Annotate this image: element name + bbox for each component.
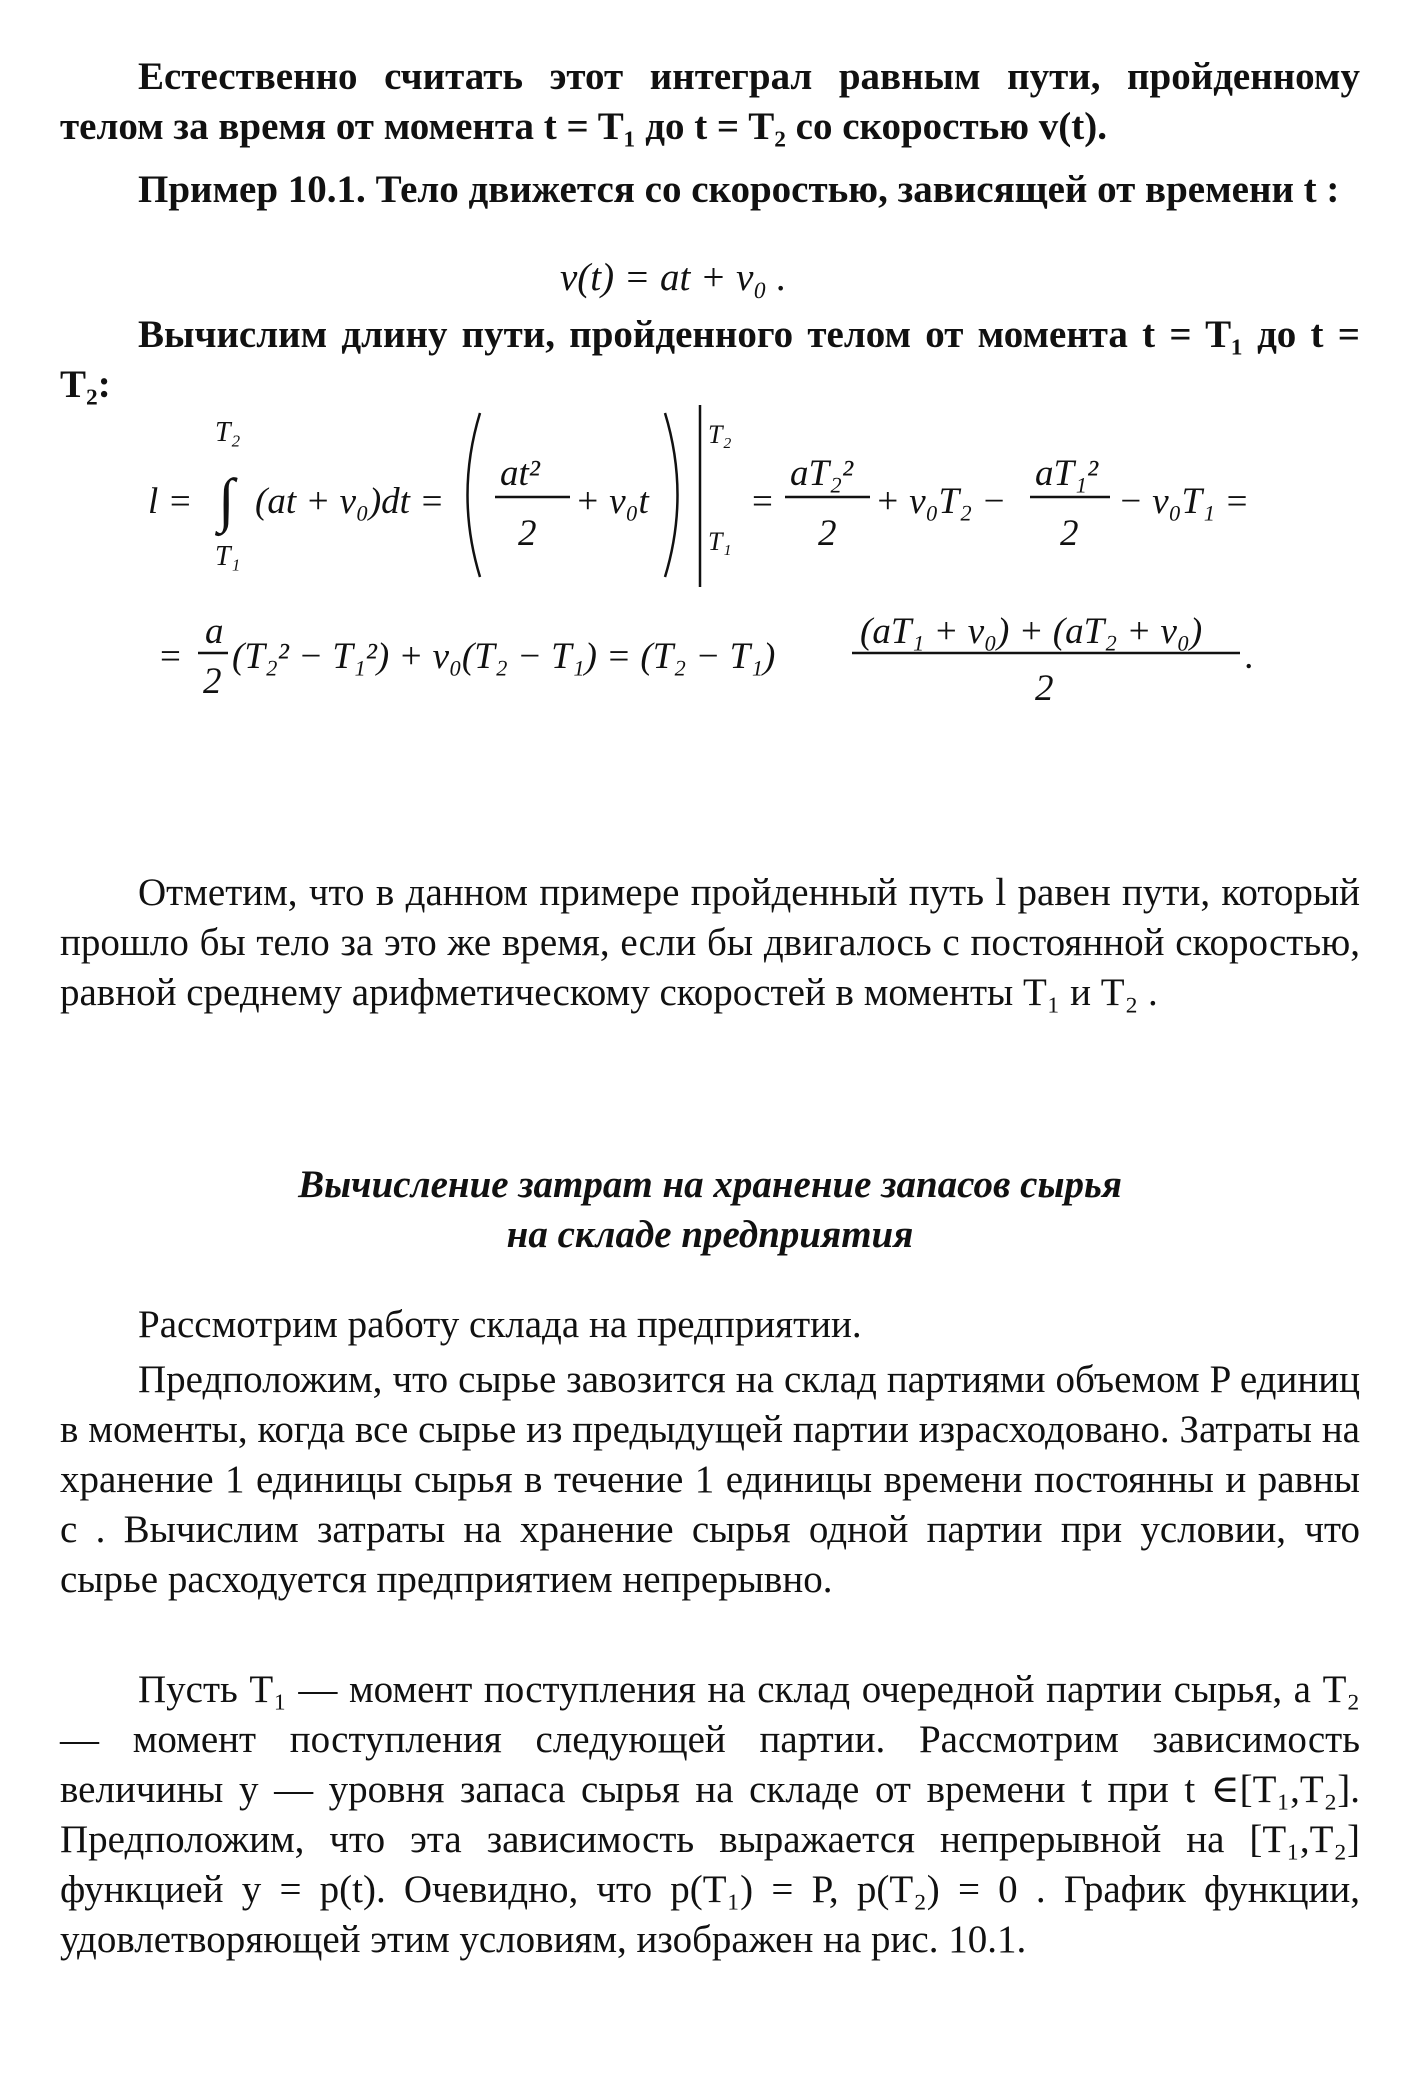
eq-int-upper: T₂ — [215, 417, 241, 448]
paragraph-note — [60, 868, 1360, 1018]
paragraph-intro-text: Естественно считать этот интеграл равным пути, пройденному телом за время от момента t = T₁ до t = T₂ со скоростью v(t). — [60, 55, 1360, 148]
example-label: Пример 10.1. — [138, 168, 366, 211]
paragraph-let-text: Пусть T₁ — момент поступления на склад очередной партии сырья, а T₂ — момент поступления следующей партии. Рассмотрим зависимость величины y — уровня запаса сырья на складе от времени t при t ∈[T₁,T₂]. Предположим, что эта зависимость выражается непрерывной на [T₁,T₂] функцией y = p(t). Очевидно, что p(T₁) = P, p(T₂) = 0 . График функции, удовлетворяющей этим условиям, изображен на рис. 10.1. — [60, 1668, 1360, 1961]
paragraph-let — [60, 1665, 1360, 1965]
paragraph-note-text: Отметим, что в данном примере пройденный путь l равен пути, который прошло бы тело за это же время, если бы двигалось с постоянной скоростью, равной среднему арифметическому скоростей в моменты T₁ и T₂ . — [60, 871, 1360, 1014]
eq-bracket-den: 2 — [518, 513, 537, 554]
equation-integral — [0, 395, 1419, 715]
eq-bracket-num: at² — [500, 453, 540, 494]
eq-eval-upper: T₂ — [708, 420, 732, 449]
eq-bracket-tail: + v₀t — [575, 481, 649, 522]
eq-integrand: (at + v₀)dt = — [255, 481, 445, 522]
paragraph-suppose — [60, 1355, 1360, 1605]
equation-velocity: v(t) = at + v₀ . — [560, 256, 787, 299]
eq-end: − v₀T₁ = — [1118, 481, 1250, 522]
left-bracket — [468, 413, 481, 577]
eq-frac2-den: 2 — [1060, 513, 1079, 554]
paragraph-intro — [60, 52, 1360, 152]
eq3-paren: (T₂² − T₁²) + v₀(T₂ − T₁) = (T₂ − T₁) — [232, 636, 776, 677]
paragraph-suppose-text: Предположим, что сырье завозится на склад партиями объемом P единиц в моменты, когда все сырье из предыдущей партии израсходовано. Затраты на хранение 1 единицы сырья в течение 1 единицы времени постоянны и равны c . Вычислим затраты на хранение сырья одной партии при условии, что сырье расходуется предприятием непрерывно. — [60, 1358, 1360, 1601]
paragraph-compute-text: Вычислим длину пути, пройденного телом от момента t = T₁ до t = T₂: — [60, 313, 1360, 406]
eq3-big-num: (aT₁ + v₀) + (aT₂ + v₀) — [860, 611, 1203, 652]
eq-eval-lower: T₁ — [708, 527, 732, 556]
eq-lhs: l = — [148, 481, 193, 522]
eq3-start: = — [160, 636, 181, 677]
eq-frac1-num: aT₂² — [790, 453, 854, 494]
heading-line-2: на складе предприятия — [506, 1213, 914, 1256]
paragraph-consider-text: Рассмотрим работу склада на предприятии. — [138, 1303, 862, 1346]
integral-sign: ∫ — [218, 467, 235, 533]
eq-frac2-num: aT₁² — [1035, 453, 1099, 494]
eq3-frac-num: a — [205, 611, 224, 652]
paragraph-example — [60, 165, 1360, 215]
heading-line-1: Вычисление затрат на хранение запасов сырья — [298, 1163, 1122, 1206]
right-bracket — [665, 413, 678, 577]
section-heading — [60, 1160, 1360, 1260]
eq3-frac-den: 2 — [203, 661, 222, 702]
eq-mid: + v₀T₂ − — [875, 481, 1007, 522]
eq3-dot: . — [1245, 636, 1255, 677]
eq3-big-den: 2 — [1035, 668, 1054, 709]
eq-frac1-den: 2 — [818, 513, 837, 554]
paragraph-consider — [60, 1300, 1360, 1350]
eq-int-lower: T₁ — [215, 541, 241, 572]
eq-equals: = — [752, 481, 773, 522]
example-text: Тело движется со скоростью, зависящей от времени t : — [365, 168, 1340, 211]
